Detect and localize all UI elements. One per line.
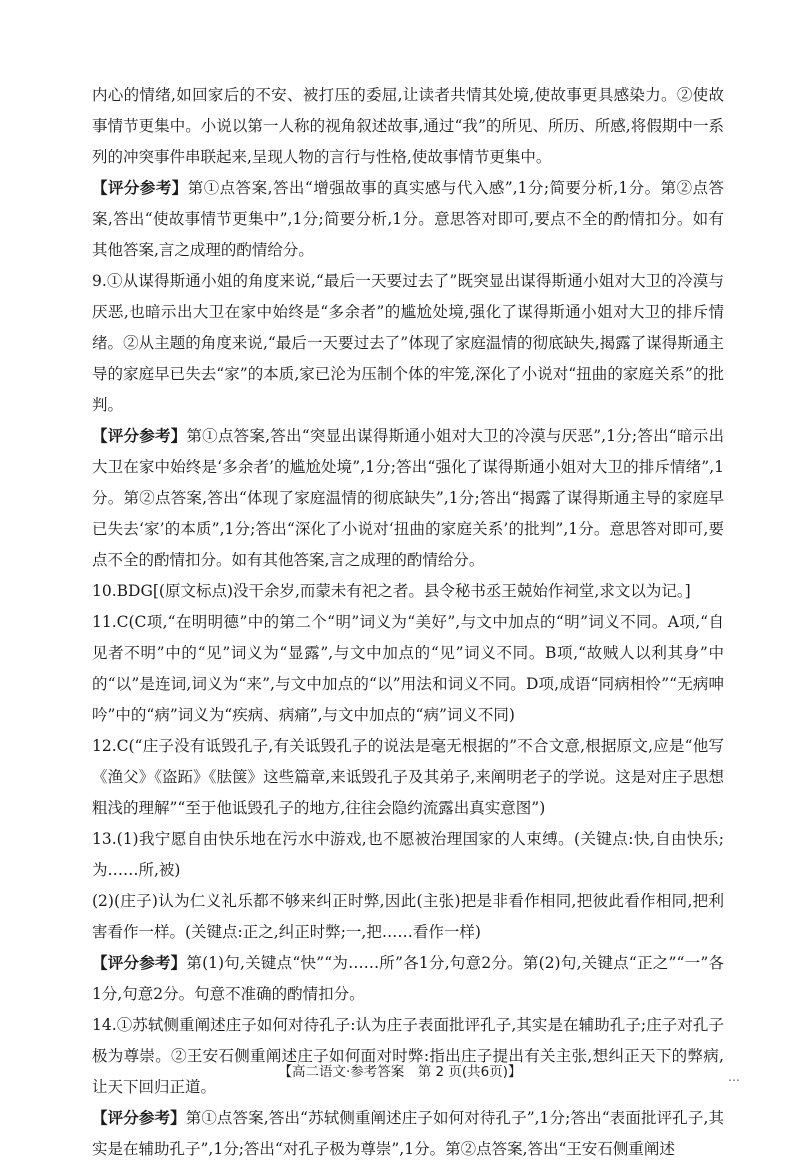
scoring-tag: 【评分参考】 (92, 427, 187, 445)
scoring-tag: 【评分参考】 (92, 179, 188, 197)
answer-13-2: (2)(庄子)认为仁义礼乐都不够来纠正时弊,因此(主张)把是非看作相同,把彼此看作相同,把利害看作一样。(关键点:正之,纠正时弊;一,把……看作一样) (92, 892, 724, 941)
answer-8-continued: 内心的情绪,如回家后的不安、被打压的委屈,让读者共情其处境,使故事更具感染力。②使故事情节更集中。小说以第一人称的视角叙述故事,通过“我”的所见、所历、所感,将假期中一系列的冲突事件串联起来,呈现人物的言行与性格,使故事情节更集中。 (92, 86, 724, 166)
page-footer: 【高二语文·参考答案 第 2 页(共6页)】 (278, 1064, 522, 1080)
footer-mark: … (728, 1070, 740, 1084)
scoring-14: 第①点答案,答出“苏轼侧重阐述庄子如何对待孔子”,1分;答出“表面批评孔子,其实是在辅助孔子”,1分;答出“对孔子极为尊崇”,1分。第②点答案,答出“王安石侧重阐述 (92, 1109, 724, 1158)
scoring-9: 第①点答案,答出“突显出谋得斯通小姐对大卫的冷漠与厌恶”,1分;答出“暗示出大卫在家中始终是‘多余者’的尴尬处境”,1分;答出“强化了谋得斯通小姐对大卫的排斥情绪”,1分。第②点答案,答出“体现了家庭温情的彻底缺失”,1分;答出“揭露了谋得斯通主导的家庭早已失去‘家’的本质”,1分;答出“深化了小说对‘扭曲的家庭关系’的批判”,1分。意思答对即可,要点不全的酌情扣分。如有其他答案,言之成理的酌情给分。 (92, 427, 724, 569)
answer-14: 14.①苏轼侧重阐述庄子如何对待孔子:认为庄子表面批评孔子,其实是在辅助孔子;庄子对孔子极为尊崇。②王安石侧重阐述庄子如何面对时弊:指出庄子提出有关主张,想纠正天下的弊病,让天下回归正道。 (92, 1016, 724, 1096)
answer-12: 12.C(“庄子没有诋毁孔子,有关诋毁孔子的说法是毫无根据的”不合文意,根据原文,应是“他写《渔父》《盗跖》《胠箧》这些篇章,来诋毁孔子及其弟子,来阐明老子的学说。这是对庄子思想粗浅的理解”“至于他诋毁孔子的地方,往往会隐约流露出真实意图”) (92, 737, 724, 817)
scoring-tag: 【评分参考】 (92, 954, 187, 972)
scoring-tag: 【评分参考】 (92, 1109, 186, 1127)
answer-9: 9.①从谋得斯通小姐的角度来说,“最后一天要过去了”既突显出谋得斯通小姐对大卫的冷漠与厌恶,也暗示出大卫在家中始终是“多余者”的尴尬处境,强化了谋得斯通小姐对大卫的排斥情绪。②从主题的角度来说,“最后一天要过去了”体现了家庭温情的彻底缺失,揭露了谋得斯通主导的家庭早已失去“家”的本质,家已沦为压制个体的牢笼,深化了小说对“扭曲的家庭关系”的批判。 (92, 272, 724, 414)
answer-10: 10.BDG[(原文标点)没干余岁,而蒙未有祀之者。县令秘书丞王兢始作祠堂,求文以为记。] (92, 582, 691, 600)
answer-13-1: 13.(1)我宁愿自由快乐地在污水中游戏,也不愿被治理国家的人束缚。(关键点:快,自由快乐;为……所,被) (92, 830, 724, 879)
scoring-8: 第①点答案,答出“增强故事的真实感与代入感”,1分;简要分析,1分。第②点答案,答出“使故事情节更集中”,1分;简要分析,1分。意思答对即可,要点不全的酌情扣分。如有其他答案,言之成理的酌情给分。 (92, 179, 724, 259)
scoring-13: 第(1)句,关键点“快”“为……所”各1分,句意2分。第(2)句,关键点“正之”“一”各1分,句意2分。句意不准确的酌情扣分。 (92, 954, 724, 1003)
answer-11: 11.C(C项,“在明明德”中的第二个“明”词义为“美好”,与文中加点的“明”词义不同。A项,“自见者不明”中的“见”词义为“显露”,与文中加点的“见”词义不同。B项,“故贼人以利其身”中的“以”是连词,词义为“来”,与文中加点的“以”用法和词义不同。D项,成语“同病相怜”“无病呻吟”中的“病”词义为“疾病、病痛”,与文中加点的“病”词义不同) (92, 613, 724, 724)
